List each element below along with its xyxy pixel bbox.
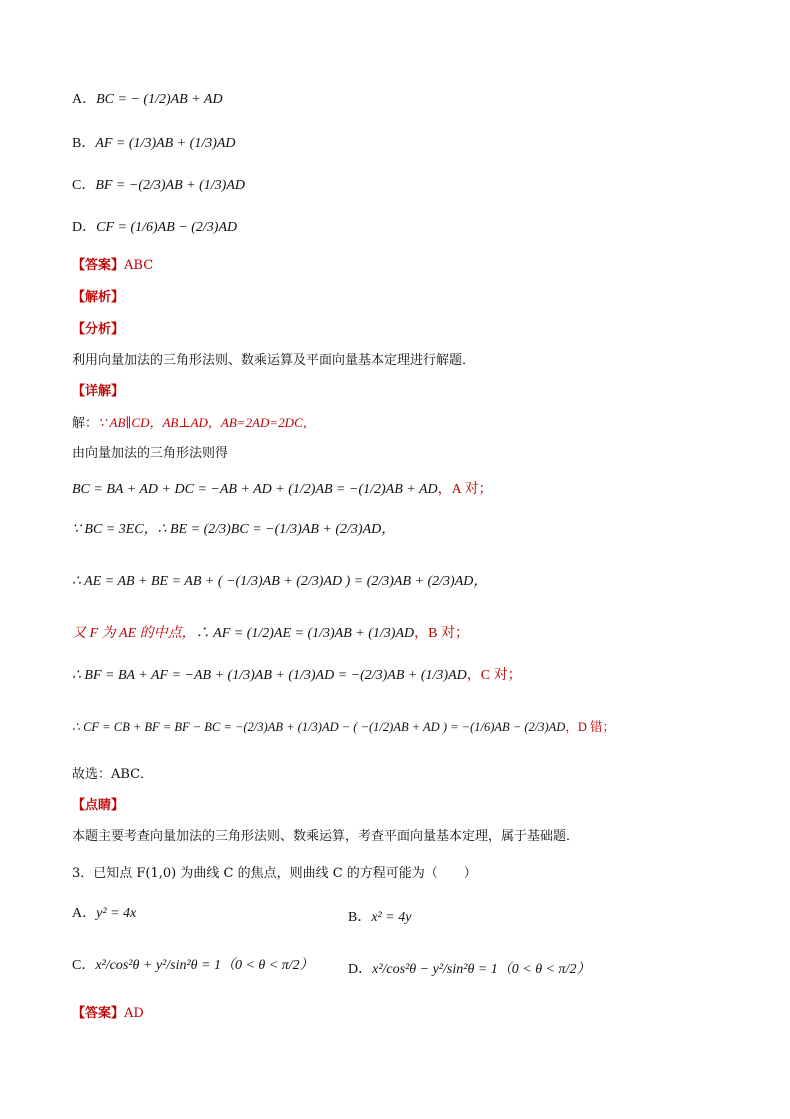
- q3-option-a-text: y² = 4x: [96, 906, 137, 921]
- equation-3: [72, 574, 487, 591]
- dianjing-tag: 【点睛】: [72, 798, 125, 813]
- option-b-text: AF = (1/3)AB + (1/3)AD: [95, 136, 236, 151]
- option-b: [72, 136, 236, 153]
- equation-5-text: ∴ BF = BA + AF = −AB + (1/3)AB + (1/3)AD = −(2/3)AB + (1/3)AD: [72, 668, 467, 683]
- q3-option-b-text: x² = 4y: [371, 910, 412, 925]
- option-b-label: B．: [72, 136, 96, 151]
- option-c-text: BF = −(2/3)AB + (1/3)AD: [95, 178, 245, 193]
- answer-q3-tag: 【答案】: [72, 1006, 125, 1021]
- equation-4-text: ∴ AF = (1/2)AE = (1/3)AB + (1/3)AD: [195, 626, 415, 641]
- fenxi-text: 利用向量加法的三角形法则、数乘运算及平面向量基本定理进行解题．: [72, 353, 476, 368]
- option-d: [72, 220, 237, 237]
- equation-6-suffix: ，D 错；: [565, 720, 615, 734]
- answer-tag: 【答案】: [72, 258, 125, 273]
- equation-4-suffix: ，B 对；: [414, 626, 469, 641]
- option-c: [72, 178, 245, 195]
- equation-3-text: ∴ AE = AB + BE = AB + ( −(1/3)AB + (2/3)AD ) = (2/3)AB + (2/3)AD，: [72, 574, 488, 589]
- analysis-tag: 【解析】: [72, 290, 125, 305]
- q3-option-b-label: B．: [348, 910, 372, 925]
- q3-option-b: [348, 906, 411, 926]
- answer-value: ABC: [124, 258, 154, 273]
- q3-option-a: [72, 906, 136, 923]
- given-line: [72, 415, 316, 432]
- option-d-text: CF = (1/6)AB − (2/3)AD: [96, 220, 238, 235]
- option-a-text: BC = − (1/2)AB + AD: [96, 92, 223, 107]
- given-prefix: 解：: [72, 416, 99, 431]
- equation-5-suffix: ，C 对；: [466, 668, 522, 683]
- equation-2: [72, 522, 395, 539]
- fenxi-tag: 【分析】: [72, 322, 125, 337]
- equation-6: [72, 720, 615, 735]
- equation-4-prefix: 又 F 为 AE 的中点，: [72, 626, 196, 641]
- detail-tag: 【详解】: [72, 384, 125, 399]
- equation-5: [72, 668, 522, 685]
- equation-1-text: BC = BA + AD + DC = −AB + AD + (1/2)AB = −(1/2)AB + AD: [72, 482, 438, 497]
- option-c-label: C．: [72, 178, 96, 193]
- option-d-label: D．: [72, 220, 97, 235]
- dianjing-text: 本题主要考查向量加法的三角形法则、数乘运算，考查平面向量基本定理，属于基础题．: [72, 829, 580, 844]
- option-a-label: A．: [72, 92, 97, 107]
- answer-q2: [72, 258, 153, 274]
- q3-option-c-label: C．: [72, 958, 96, 973]
- given-text: ∵ AB∥CD，AB⊥AD，AB=2AD=2DC，: [98, 415, 316, 430]
- option-a: [72, 92, 223, 109]
- answer-q3-value: AD: [124, 1006, 144, 1021]
- q3-option-c: [72, 958, 314, 975]
- choose-line: 故选：ABC．: [72, 767, 154, 782]
- q3-option-d-text: x²/cos²θ − y²/sin²θ = 1（0 < θ < π/2）: [372, 962, 591, 977]
- answer-q3: [72, 1006, 144, 1022]
- q3-option-c-text: x²/cos²θ + y²/sin²θ = 1（0 < θ < π/2）: [95, 958, 314, 973]
- q3-stem: 3．已知点 F(1,0) 为曲线 C 的焦点，则曲线 C 的方程可能为（ ）: [72, 866, 477, 881]
- equation-6-text: ∴ CF = CB + BF = BF − BC = −(2/3)AB + (1/3)AD − ( −(1/2)AB + AD ) = −(1/6)AB − (2/3)AD: [72, 720, 566, 734]
- equation-1: [72, 482, 492, 499]
- q3-option-d: [348, 958, 590, 978]
- equation-1-suffix: ，A 对；: [437, 482, 493, 497]
- q3-option-a-label: A．: [72, 906, 97, 921]
- equation-2-text: ∵ BC = 3EC，∴ BE = (2/3)BC = −(1/3)AB + (2/3)AD，: [72, 522, 396, 537]
- rule-line: 由向量加法的三角形法则得: [72, 446, 229, 461]
- equation-4: [72, 626, 469, 643]
- q3-option-d-label: D．: [348, 962, 373, 977]
